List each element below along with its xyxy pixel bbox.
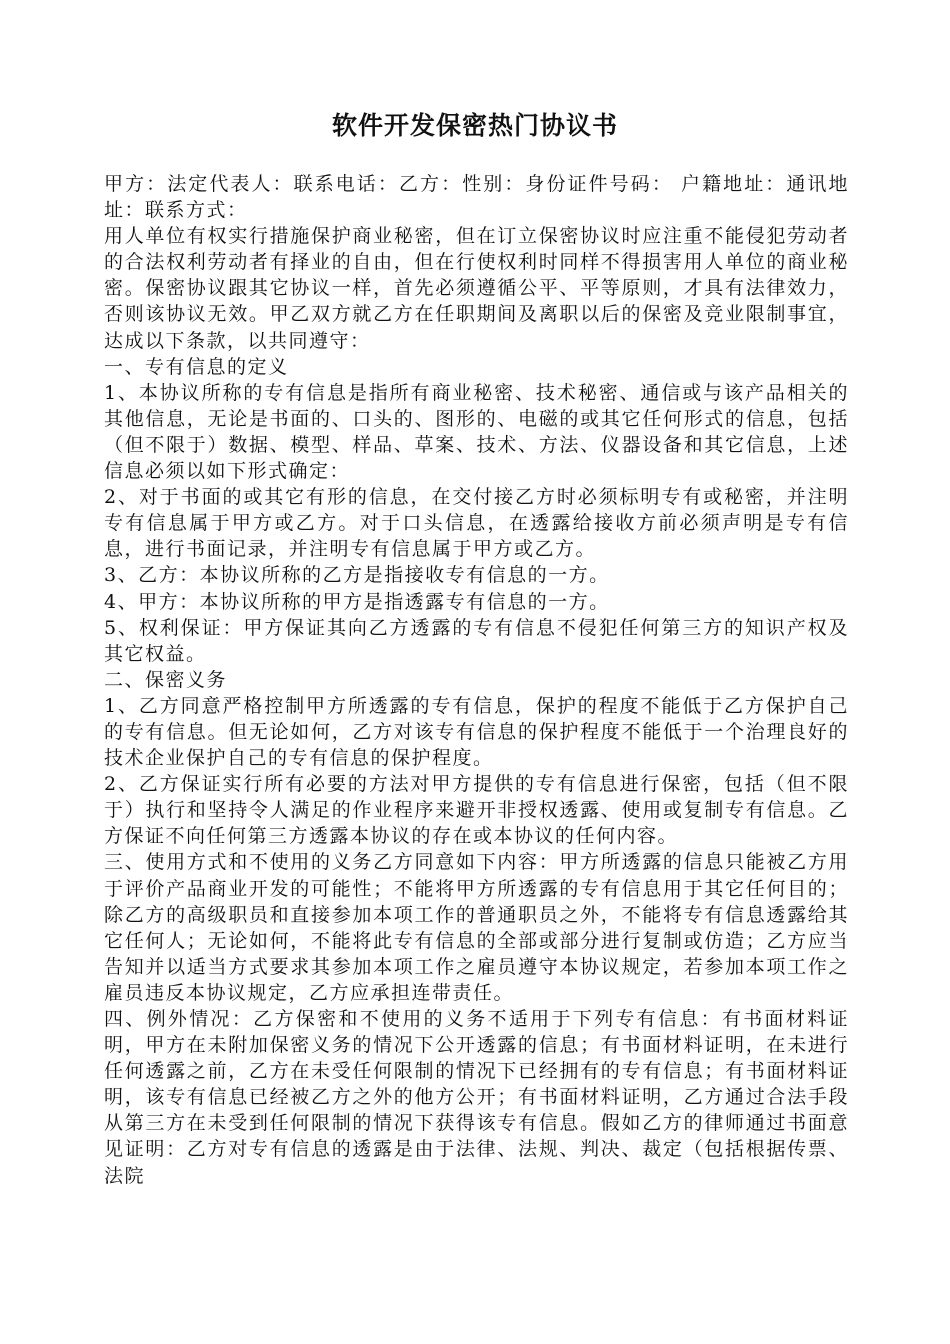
- section-heading-confidentiality: 二、保密义务: [104, 668, 228, 691]
- clause-paragraph: 3、乙方：本协议所称的乙方是指接收专有信息的一方。: [104, 564, 610, 587]
- clause-paragraph: 4、甲方：本协议所称的甲方是指透露专有信息的一方。: [104, 590, 610, 613]
- clause-paragraph: 1、本协议所称的专有信息是指所有商业秘密、技术秘密、通信或与该产品相关的其他信息，无论是书面的、口头的、图形的、电磁的或其它任何形式的信息，包括（但不限于）数据、模型、样品、草案、技术、方法、仪器设备和其它信息，上述信息必须以如下形式确定：: [104, 381, 849, 483]
- clause-paragraph: 1、乙方同意严格控制甲方所透露的专有信息，保护的程度不能低于乙方保护自己的专有信息。但无论如何，乙方对该专有信息的保护程度不能低于一个治理良好的技术企业保护自己的专有信息的保护程度。: [104, 694, 849, 770]
- party-info-paragraph: 甲方：法定代表人：联系电话：乙方：性别：身份证件号码： 户籍地址：通讯地址：联系方式：: [104, 173, 849, 222]
- section-exceptions-paragraph: 四、例外情况：乙方保密和不使用的义务不适用于下列专有信息：有书面材料证明，甲方在未附加保密义务的情况下公开透露的信息；有书面材料证明，在未进行任何透露之前，乙方在未受任何限制的情况下已经拥有的专有信息；有书面材料证明，该专有信息已经被乙方之外的他方公开；有书面材料证明，乙方通过合法手段从第三方在未受到任何限制的情况下获得该专有信息。假如乙方的律师通过书面意见证明：乙方对专有信息的透露是由于法律、法规、判决、裁定（包括根据传票、法院: [104, 1008, 849, 1187]
- clause-paragraph: 5、权利保证：甲方保证其向乙方透露的专有信息不侵犯任何第三方的知识产权及其它权益。: [104, 616, 849, 665]
- preamble-paragraph: 用人单位有权实行措施保护商业秘密，但在订立保密协议时应注重不能侵犯劳动者的合法权利劳动者有择业的自由，但在行使权利时同样不得损害用人单位的商业秘密。保密协议跟其它协议一样，首先必须遵循公平、平等原则，才具有法律效力，否则该协议无效。甲乙双方就乙方在任职期间及离职以后的保密及竞业限制事宜，达成以下条款，以共同遵守：: [104, 225, 849, 352]
- clause-paragraph: 2、乙方保证实行所有必要的方法对甲方提供的专有信息进行保密，包括（但不限于）执行和坚持令人满足的作业程序来避开非授权透露、使用或复制专有信息。乙方保证不向任何第三方透露本协议的存在或本协议的任何内容。: [104, 773, 849, 848]
- section-usage-paragraph: 三、使用方式和不使用的义务乙方同意如下内容：甲方所透露的信息只能被乙方用于评价产品商业开发的可能性；不能将甲方所透露的专有信息用于其它任何目的；除乙方的高级职员和直接参加本项工作的普通职员之外，不能将专有信息透露给其它任何人；无论如何，不能将此专有信息的全部或部分进行复制或仿造；乙方应当告知并以适当方式要求其参加本项工作之雇员遵守本协议规定，若参加本项工作之雇员违反本协议规定，乙方应承担连带责任。: [104, 851, 849, 1004]
- section-heading-definition: 一、专有信息的定义: [104, 355, 289, 378]
- clause-paragraph: 2、对于书面的或其它有形的信息，在交付接乙方时必须标明专有或秘密，并注明专有信息属于甲方或乙方。对于口头信息，在透露给接收方前必须声明是专有信息，进行书面记录，并注明专有信息属于甲方或乙方。: [104, 486, 849, 561]
- document-body: [104, 171, 849, 1189]
- document-title: 软件开发保密热门协议书: [331, 111, 618, 140]
